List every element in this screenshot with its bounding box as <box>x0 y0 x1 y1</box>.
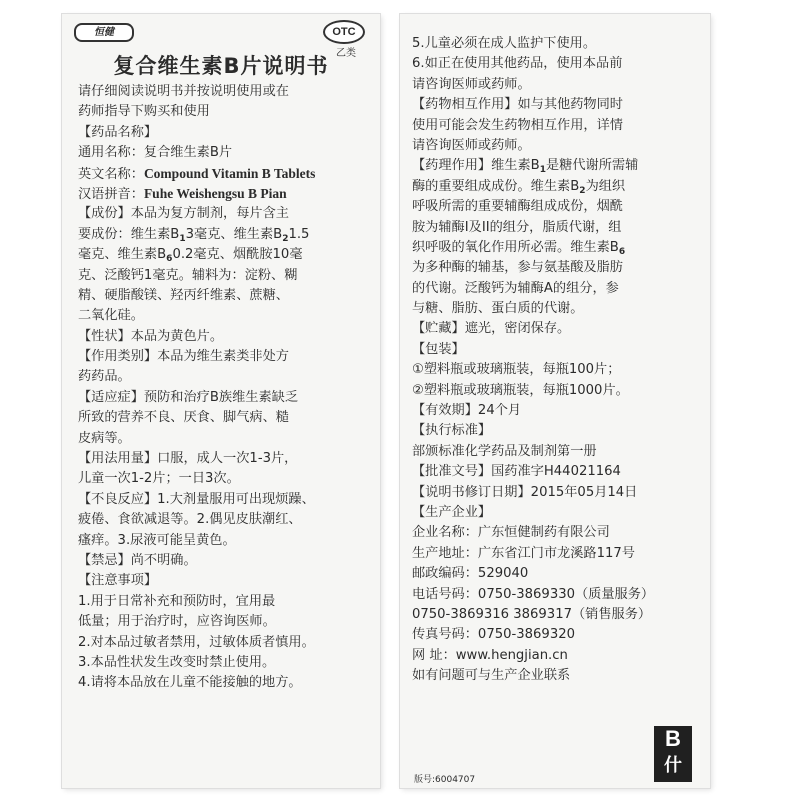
text-line: 精、硬脂酸镁、羟丙纤维素、蔗糖、 <box>78 287 289 303</box>
text-line: 【注意事项】 <box>78 573 158 589</box>
text-line: 为多种酶的辅基，参与氨基酸及脂肪 <box>412 260 623 276</box>
text-line: 所致的营养不良、厌食、脚气病、糙 <box>78 410 289 426</box>
brand-logo: 恒健 <box>74 23 134 42</box>
text-line: 【作用类别】本品为维生素类非处方 <box>78 349 289 365</box>
text-line: 通用名称：复合维生素B片 <box>78 145 233 161</box>
text-line: 药药品。 <box>78 369 131 385</box>
text-line: 【禁忌】尚不明确。 <box>78 552 197 568</box>
text-line: 【成份】本品为复方制剂，每片含主 <box>78 206 289 222</box>
text-line: 皮病等。 <box>78 430 131 446</box>
text-line: 胺为辅酶I及II的组分，脂质代谢，组 <box>412 219 622 235</box>
text-line: 请咨询医师或药师。 <box>412 76 531 92</box>
text-line: 如有问题可与生产企业联系 <box>412 668 571 684</box>
text-line: 企业名称：广东恒健制药有限公司 <box>412 525 610 541</box>
text-line: 呼吸所需的重要辅酶组成成份，烟酰 <box>412 199 623 215</box>
document-title: 复合维生素B片说明书 <box>113 54 329 78</box>
text-line: 部颁标准化学药品及制剂第一册 <box>412 443 597 459</box>
text-line: 英文名称：Compound Vitamin B Tablets <box>78 165 316 182</box>
text-line: 5.儿童必须在成人监护下使用。 <box>412 36 597 51</box>
right-column-text <box>412 34 700 687</box>
text-line: 疲倦、食欲减退等。2.偶见皮肤潮红、 <box>78 512 302 528</box>
text-line: 邮政编码：529040 <box>412 566 529 582</box>
text-line: 二氧化硅。 <box>78 308 144 324</box>
left-panel <box>62 14 380 788</box>
print-mark: B 什 <box>654 726 692 782</box>
text-line: 汉语拼音：Fuhe Weishengsu B Pian <box>78 185 287 202</box>
text-line: 0750-3869316 3869317（销售服务） <box>412 606 652 622</box>
text-line: 瘙痒。3.尿液可能呈黄色。 <box>78 532 236 548</box>
text-line: 请仔细阅读说明书并按说明使用或在 <box>78 84 289 99</box>
text-line: 低量；用于治疗时，应咨询医师。 <box>78 614 276 630</box>
text-line: 网 址：www.hengjian.cn <box>412 647 568 663</box>
text-line: 【说明书修订日期】2015年05月14日 <box>412 484 638 500</box>
right-panel <box>400 14 710 788</box>
text-line: 克、泛酸钙1毫克。辅料为：淀粉、糊 <box>78 267 298 283</box>
text-line: 生产地址：广东省江门市龙溪路117号 <box>412 545 635 561</box>
text-line: 的代谢。泛酸钙为辅酶A的组分，参 <box>412 280 619 296</box>
text-line: 【执行标准】 <box>412 423 492 439</box>
text-line: 织呼吸的氧化作用所必需。维生素$B_6$ <box>412 239 626 257</box>
text-line: 【贮藏】遮光，密闭保存。 <box>412 321 571 337</box>
text-line: 【生产企业】 <box>412 504 492 520</box>
text-line: 【药物相互作用】如与其他药物同时 <box>412 97 623 113</box>
text-line: 【批准文号】国药准字H44021164 <box>412 464 621 480</box>
text-line: 儿童一次1-2片；一日3次。 <box>78 471 240 487</box>
text-line: ①塑料瓶或玻璃瓶装，每瓶100片； <box>412 362 621 378</box>
text-line: 【包装】 <box>412 341 465 357</box>
text-line: 酶的重要组成成份。维生素$B_2$为组织 <box>412 178 626 196</box>
text-line: 6.如正在使用其他药品，使用本品前 <box>412 56 623 72</box>
text-line: 【有效期】24个月 <box>412 403 522 419</box>
text-line: 【药理作用】维生素$B_1$是糖代谢所需辅 <box>412 158 639 176</box>
version-number: 版号:6004707 <box>414 775 476 785</box>
text-line: 1.用于日常补充和预防时，宜用最 <box>78 593 276 609</box>
text-line: 4.请将本品放在儿童不能接触的地方。 <box>78 675 302 691</box>
text-line: 与糖、脂肪、蛋白质的代谢。 <box>412 301 584 317</box>
text-line: 【药品名称】 <box>78 124 158 140</box>
text-line: 使用可能会发生药物相互作用，详情 <box>412 117 623 133</box>
left-column-text <box>78 82 370 694</box>
text-line: 请咨询医师或药师。 <box>412 137 531 153</box>
text-line: 传真号码：0750-3869320 <box>412 627 575 643</box>
otc-badge: OTC <box>323 20 365 44</box>
text-line: 【适应症】预防和治疗B族维生素缺乏 <box>78 389 299 405</box>
text-line: ②塑料瓶或玻璃瓶装，每瓶1000片。 <box>412 382 629 398</box>
text-line: 电话号码：0750-3869330（质量服务） <box>412 586 655 602</box>
text-line: 药师指导下购买和使用 <box>78 104 210 120</box>
text-line: 【性状】本品为黄色片。 <box>78 328 224 344</box>
text-line: 3.本品性状发生改变时禁止使用。 <box>78 654 276 670</box>
otc-category: 乙类 <box>336 48 356 59</box>
text-line: 【不良反应】1.大剂量服用可出现烦躁、 <box>78 491 315 507</box>
text-line: 毫克、维生素$B_60.2$毫克、烟酰胺10毫 <box>78 247 303 265</box>
text-line: 要成份：维生素$B_13$毫克、维生素$B_21.5$ <box>78 226 310 244</box>
text-line: 【用法用量】口服，成人一次1-3片， <box>78 451 298 467</box>
text-line: 2.对本品过敏者禁用，过敏体质者慎用。 <box>78 634 315 650</box>
